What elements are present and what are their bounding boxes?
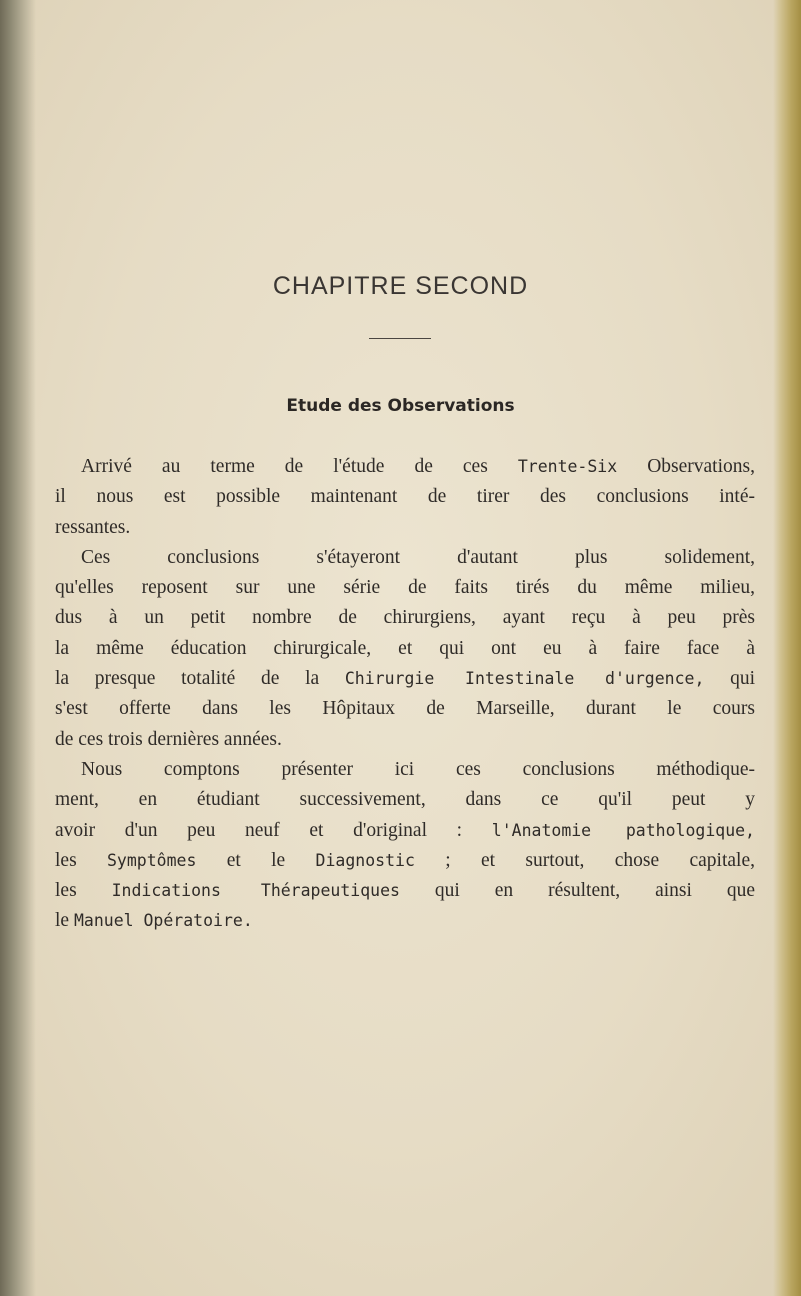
text-run: Nous comptons présenter ici ces conclusions méthodique-	[81, 758, 755, 780]
text-run: Arrivé au terme de l'étude de ces	[81, 456, 518, 477]
text-run: la presque totalité de la	[55, 668, 345, 690]
text-run: il nous est possible maintenant de tirer des conclusions inté-	[55, 486, 755, 508]
emphasized-term: l'Anatomie pathologique,	[491, 820, 755, 840]
text-line	[55, 876, 755, 906]
text-run: de ces trois dernières années.	[55, 728, 282, 750]
text-run: ressantes.	[55, 516, 131, 538]
text-line	[55, 694, 755, 724]
text-run: avoir d'un peu neuf et d'original :	[55, 819, 492, 841]
emphasized-term: Diagnostic	[315, 850, 415, 870]
text-run: le	[55, 910, 74, 932]
section-title: Etude des Observations	[286, 396, 515, 416]
text-line	[55, 603, 755, 633]
emphasized-term: Chirurgie Intestinale d'urgence,	[344, 669, 705, 689]
text-run: les	[55, 849, 107, 871]
text-line	[55, 482, 755, 512]
text-run: s'est offerte dans les Hôpitaux de Marseille, durant le cours	[55, 698, 755, 720]
text-line	[55, 846, 755, 876]
text-line	[55, 573, 755, 603]
text-line	[55, 634, 755, 664]
emphasized-term: Symptômes	[107, 850, 197, 870]
text-run: la même éducation chirurgicale, et qui ont eu à faire face à	[55, 637, 755, 659]
page-left-edge-shadow	[0, 0, 36, 1296]
text-line	[55, 513, 755, 543]
text-line	[55, 906, 755, 936]
emphasized-term: Trente-Six	[517, 457, 618, 476]
text-run: et le	[196, 849, 316, 871]
text-run: les	[55, 880, 112, 902]
page-right-edge-stain	[773, 0, 801, 1296]
text-run: qu'elles reposent sur une série de faits tirés du même milieu,	[55, 577, 755, 599]
text-run: ment, en étudiant successivement, dans ce qu'il peut y	[55, 789, 755, 811]
title-divider	[369, 338, 431, 339]
body-text	[55, 452, 755, 937]
text-line	[55, 452, 755, 482]
text-run: ; et surtout, chose capitale,	[414, 849, 755, 871]
text-line	[55, 785, 755, 815]
text-line	[55, 755, 755, 785]
chapter-title: CHAPITRE SECOND	[272, 272, 529, 300]
emphasized-term: Manuel Opératoire.	[73, 911, 253, 931]
emphasized-term: Indications Thérapeutiques	[111, 881, 400, 901]
text-line	[55, 725, 755, 755]
text-run: qui en résultent, ainsi que	[399, 880, 756, 902]
text-line	[55, 664, 755, 694]
text-run: Ces conclusions s'étayeront d'autant plus solidement,	[81, 546, 755, 568]
text-run: qui	[704, 668, 755, 690]
text-run: Observations,	[617, 456, 755, 477]
text-run: dus à un petit nombre de chirurgiens, ayant reçu à peu près	[55, 607, 755, 629]
text-line	[55, 816, 755, 846]
text-line	[55, 543, 755, 573]
